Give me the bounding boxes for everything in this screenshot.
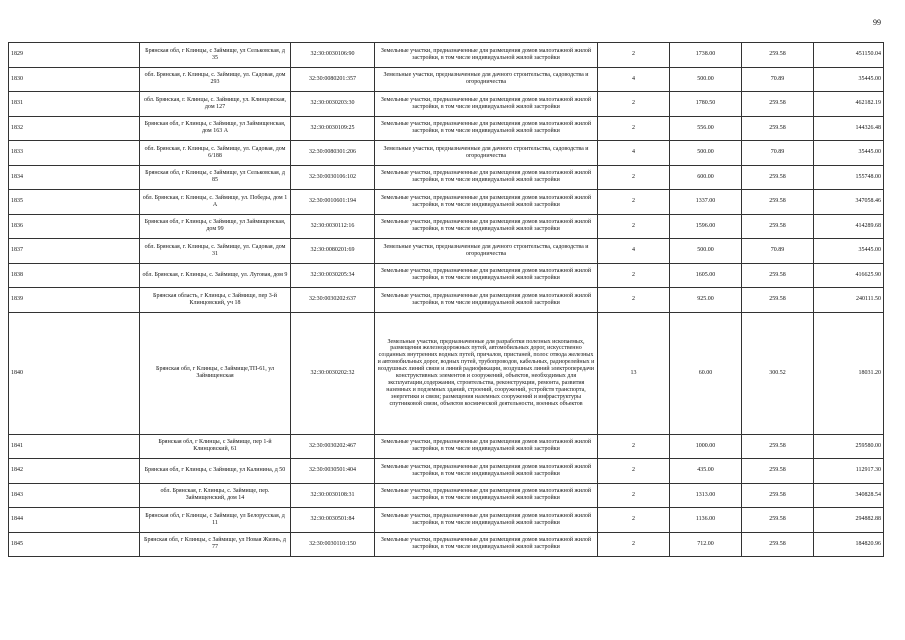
area-cell: 1136.00 bbox=[670, 508, 742, 533]
cadastral-value-cell: 240111.50 bbox=[814, 288, 884, 313]
table-row bbox=[9, 312, 884, 434]
rate-cell: 259.58 bbox=[742, 263, 814, 288]
rate-cell: 70.89 bbox=[742, 141, 814, 166]
cadastral-value-cell: 35445.00 bbox=[814, 67, 884, 92]
category-cell: 2 bbox=[598, 263, 670, 288]
address-cell: Брянская область, г Клинцы, с Займище, пер 3-й Клинцовский, уч 18 bbox=[140, 288, 291, 313]
category-cell: 2 bbox=[598, 508, 670, 533]
permitted-use-cell: Земельные участки, предназначенные для размещения домов малоэтажной жилой застройки, в том числе индивидуальной жилой застройки bbox=[375, 508, 598, 533]
cadastral-value-cell: 259580.00 bbox=[814, 434, 884, 459]
cadastral-number-cell: 32:30:0030106:102 bbox=[291, 165, 375, 190]
area-cell: 60.00 bbox=[670, 312, 742, 434]
row-number: 1841 bbox=[9, 434, 140, 459]
cadastral-number-cell: 32:30:0030202:467 bbox=[291, 434, 375, 459]
category-cell: 2 bbox=[598, 43, 670, 68]
table-row bbox=[9, 434, 884, 459]
address-cell: Брянская обл, г Клинцы, с Займище, ул Сельковская, д 35 bbox=[140, 43, 291, 68]
row-number: 1839 bbox=[9, 288, 140, 313]
row-number: 1837 bbox=[9, 239, 140, 264]
category-cell: 2 bbox=[598, 116, 670, 141]
cadastral-value-cell: 347058.46 bbox=[814, 190, 884, 215]
row-number: 1836 bbox=[9, 214, 140, 239]
cadastral-number-cell: 32:30:0030108:31 bbox=[291, 483, 375, 508]
table-row bbox=[9, 116, 884, 141]
cadastral-number-cell: 32:30:0080301:206 bbox=[291, 141, 375, 166]
cadastral-number-cell: 32:30:0030202:32 bbox=[291, 312, 375, 434]
table-row bbox=[9, 141, 884, 166]
cadastral-number-cell: 32:30:0030202:637 bbox=[291, 288, 375, 313]
address-cell: Брянская обл, г Клинцы, с Займище, ул Калинина, д 50 bbox=[140, 459, 291, 484]
row-number: 1835 bbox=[9, 190, 140, 215]
permitted-use-cell: Земельные участки, предназначенные для размещения домов малоэтажной жилой застройки, в том числе индивидуальной жилой застройки bbox=[375, 165, 598, 190]
area-cell: 1000.00 bbox=[670, 434, 742, 459]
permitted-use-cell: Земельные участки, предназначенные для размещения домов малоэтажной жилой застройки, в том числе индивидуальной жилой застройки bbox=[375, 214, 598, 239]
cadastral-value-cell: 18031.20 bbox=[814, 312, 884, 434]
rate-cell: 300.52 bbox=[742, 312, 814, 434]
address-cell: Брянская обл, г Клинцы, с Займище, ул Сельковская, д 85 bbox=[140, 165, 291, 190]
table-row bbox=[9, 43, 884, 68]
table-row bbox=[9, 67, 884, 92]
rate-cell: 259.58 bbox=[742, 508, 814, 533]
row-number: 1838 bbox=[9, 263, 140, 288]
area-cell: 600.00 bbox=[670, 165, 742, 190]
table-row bbox=[9, 239, 884, 264]
permitted-use-cell: Земельные участки, предназначенные для размещения домов малоэтажной жилой застройки, в том числе индивидуальной жилой застройки bbox=[375, 288, 598, 313]
table-row bbox=[9, 165, 884, 190]
address-cell: обл. Брянская, г. Клинцы, с. Займище, ул. Садовая, дом 293 bbox=[140, 67, 291, 92]
row-number: 1832 bbox=[9, 116, 140, 141]
cadastral-value-cell: 35445.00 bbox=[814, 239, 884, 264]
row-number: 1829 bbox=[9, 43, 140, 68]
area-cell: 1780.50 bbox=[670, 92, 742, 117]
area-cell: 1337.00 bbox=[670, 190, 742, 215]
rate-cell: 259.58 bbox=[742, 483, 814, 508]
permitted-use-cell: Земельные участки, предназначенные для дачного строительства, садоводства и огородничества bbox=[375, 141, 598, 166]
address-cell: обл. Брянская, г. Клинцы, с. Займище, ул. Луговая, дом 9 bbox=[140, 263, 291, 288]
page-number: 99 bbox=[873, 18, 881, 27]
rate-cell: 259.58 bbox=[742, 92, 814, 117]
permitted-use-cell: Земельные участки, предназначенные для размещения домов малоэтажной жилой застройки, в том числе индивидуальной жилой застройки bbox=[375, 116, 598, 141]
area-cell: 500.00 bbox=[670, 141, 742, 166]
area-cell: 435.00 bbox=[670, 459, 742, 484]
row-number: 1840 bbox=[9, 312, 140, 434]
permitted-use-cell: Земельные участки, предназначенные для размещения домов малоэтажной жилой застройки, в том числе индивидуальной жилой застройки bbox=[375, 190, 598, 215]
row-number: 1845 bbox=[9, 532, 140, 557]
category-cell: 2 bbox=[598, 165, 670, 190]
table-body bbox=[9, 43, 884, 557]
address-cell: обл. Брянская, г. Клинцы, с. Займище, ул. Садовая, дом 6/188 bbox=[140, 141, 291, 166]
address-cell: Брянская обл, г Клинцы, с Займище,ТП-61, ул Займищенская bbox=[140, 312, 291, 434]
address-cell: Брянская обл, г Клинцы, с Займище, ул Займищенская, дом 163 А bbox=[140, 116, 291, 141]
table-row bbox=[9, 532, 884, 557]
area-cell: 500.00 bbox=[670, 239, 742, 264]
rate-cell: 259.58 bbox=[742, 190, 814, 215]
row-number: 1844 bbox=[9, 508, 140, 533]
table-row bbox=[9, 483, 884, 508]
permitted-use-cell: Земельные участки, предназначенные для размещения домов малоэтажной жилой застройки, в том числе индивидуальной жилой застройки bbox=[375, 459, 598, 484]
land-registry-table bbox=[8, 42, 884, 557]
area-cell: 1313.00 bbox=[670, 483, 742, 508]
cadastral-value-cell: 155748.00 bbox=[814, 165, 884, 190]
category-cell: 2 bbox=[598, 459, 670, 484]
table-row bbox=[9, 508, 884, 533]
category-cell: 2 bbox=[598, 190, 670, 215]
table-row bbox=[9, 263, 884, 288]
address-cell: обл. Брянская, г. Клинцы, с. Займище, пер. Займищенский, дом 14 bbox=[140, 483, 291, 508]
cadastral-value-cell: 184820.96 bbox=[814, 532, 884, 557]
address-cell: обл. Брянская, г. Клинцы, с. Займище, ул. Клинцовская, дом 127 bbox=[140, 92, 291, 117]
permitted-use-cell: Земельные участки, предназначенные для дачного строительства, садоводства и огородничества bbox=[375, 67, 598, 92]
permitted-use-cell: Земельные участки, предназначенные для разработки полезных ископаемых, размещения железнодорожных путей, автомобильных дорог, искусственно созданных внутренних водных путей, причалов, пристаней, полос отвода железных и автомобильных дорог, водных путей, трубопроводов, кабельных, радиорелейных и воздушных линий связи и линий радиофикации, воздушных линий электропередачи конструктивных элементов и сооружений, объектов, необходимых для эксплуатации,содержания, строительства, реконструкции, ремонта, развития наземных и подземных зданий, строений, сооружений, устройств транспорта, энергетики и связи; размещения наземных сооружений и инфраструктуры спутниковой связи, объектов космической деятельности, военных объектов bbox=[375, 312, 598, 434]
cadastral-number-cell: 32:30:0030110:150 bbox=[291, 532, 375, 557]
rate-cell: 70.89 bbox=[742, 67, 814, 92]
cadastral-value-cell: 340828.54 bbox=[814, 483, 884, 508]
rate-cell: 259.58 bbox=[742, 459, 814, 484]
area-cell: 556.00 bbox=[670, 116, 742, 141]
permitted-use-cell: Земельные участки, предназначенные для размещения домов малоэтажной жилой застройки, в том числе индивидуальной жилой застройки bbox=[375, 483, 598, 508]
row-number: 1834 bbox=[9, 165, 140, 190]
address-cell: Брянская обл, г Клинцы, с Займище, ул Белорусская, д 11 bbox=[140, 508, 291, 533]
category-cell: 2 bbox=[598, 288, 670, 313]
cadastral-number-cell: 32:30:0030203:30 bbox=[291, 92, 375, 117]
row-number: 1843 bbox=[9, 483, 140, 508]
cadastral-value-cell: 462182.19 bbox=[814, 92, 884, 117]
table-row bbox=[9, 214, 884, 239]
area-cell: 712.00 bbox=[670, 532, 742, 557]
cadastral-number-cell: 32:30:0030106:90 bbox=[291, 43, 375, 68]
category-cell: 2 bbox=[598, 483, 670, 508]
row-number: 1842 bbox=[9, 459, 140, 484]
permitted-use-cell: Земельные участки, предназначенные для размещения домов малоэтажной жилой застройки, в том числе индивидуальной жилой застройки bbox=[375, 43, 598, 68]
area-cell: 1596.00 bbox=[670, 214, 742, 239]
address-cell: Брянская обл, г Клинцы, с Займище, пер 1-й Клинцовский, 61 bbox=[140, 434, 291, 459]
area-cell: 1738.00 bbox=[670, 43, 742, 68]
cadastral-number-cell: 32:30:0010601:194 bbox=[291, 190, 375, 215]
address-cell: Брянская обл, г Клинцы, с Займище, ул Новая Жизнь, д 77 bbox=[140, 532, 291, 557]
area-cell: 1605.00 bbox=[670, 263, 742, 288]
table-row bbox=[9, 288, 884, 313]
rate-cell: 259.58 bbox=[742, 434, 814, 459]
cadastral-value-cell: 144326.48 bbox=[814, 116, 884, 141]
address-cell: обл. Брянская, г. Клинцы, с. Займище, ул. Победы, дом 1 А bbox=[140, 190, 291, 215]
table-row bbox=[9, 92, 884, 117]
rate-cell: 259.58 bbox=[742, 43, 814, 68]
category-cell: 2 bbox=[598, 214, 670, 239]
table-row bbox=[9, 190, 884, 215]
cadastral-number-cell: 32:30:0080201:69 bbox=[291, 239, 375, 264]
category-cell: 13 bbox=[598, 312, 670, 434]
rate-cell: 259.58 bbox=[742, 165, 814, 190]
rate-cell: 259.58 bbox=[742, 288, 814, 313]
permitted-use-cell: Земельные участки, предназначенные для дачного строительства, садоводства и огородничества bbox=[375, 239, 598, 264]
rate-cell: 70.89 bbox=[742, 239, 814, 264]
category-cell: 4 bbox=[598, 239, 670, 264]
cadastral-number-cell: 32:30:0030205:34 bbox=[291, 263, 375, 288]
table-row bbox=[9, 459, 884, 484]
area-cell: 500.00 bbox=[670, 67, 742, 92]
address-cell: обл. Брянская, г. Клинцы, с. Займище, ул. Садовая, дом 31 bbox=[140, 239, 291, 264]
cadastral-value-cell: 416625.90 bbox=[814, 263, 884, 288]
category-cell: 2 bbox=[598, 532, 670, 557]
cadastral-value-cell: 112917.30 bbox=[814, 459, 884, 484]
rate-cell: 259.58 bbox=[742, 116, 814, 141]
permitted-use-cell: Земельные участки, предназначенные для размещения домов малоэтажной жилой застройки, в том числе индивидуальной жилой застройки bbox=[375, 263, 598, 288]
row-number: 1833 bbox=[9, 141, 140, 166]
category-cell: 4 bbox=[598, 67, 670, 92]
rate-cell: 259.58 bbox=[742, 532, 814, 557]
address-cell: Брянская обл, г Клинцы, с Займище, ул Займищенская, дом 99 bbox=[140, 214, 291, 239]
cadastral-number-cell: 32:30:0030109:25 bbox=[291, 116, 375, 141]
area-cell: 925.00 bbox=[670, 288, 742, 313]
category-cell: 2 bbox=[598, 92, 670, 117]
row-number: 1830 bbox=[9, 67, 140, 92]
category-cell: 4 bbox=[598, 141, 670, 166]
permitted-use-cell: Земельные участки, предназначенные для размещения домов малоэтажной жилой застройки, в том числе индивидуальной жилой застройки bbox=[375, 434, 598, 459]
cadastral-value-cell: 414289.68 bbox=[814, 214, 884, 239]
permitted-use-cell: Земельные участки, предназначенные для размещения домов малоэтажной жилой застройки, в том числе индивидуальной жилой застройки bbox=[375, 532, 598, 557]
category-cell: 2 bbox=[598, 434, 670, 459]
row-number: 1831 bbox=[9, 92, 140, 117]
cadastral-value-cell: 35445.00 bbox=[814, 141, 884, 166]
rate-cell: 259.58 bbox=[742, 214, 814, 239]
cadastral-value-cell: 451150.04 bbox=[814, 43, 884, 68]
permitted-use-cell: Земельные участки, предназначенные для размещения домов малоэтажной жилой застройки, в том числе индивидуальной жилой застройки bbox=[375, 92, 598, 117]
cadastral-number-cell: 32:30:0030501:84 bbox=[291, 508, 375, 533]
cadastral-value-cell: 294882.88 bbox=[814, 508, 884, 533]
cadastral-number-cell: 32:30:0030112:16 bbox=[291, 214, 375, 239]
cadastral-number-cell: 32:30:0030501:404 bbox=[291, 459, 375, 484]
cadastral-number-cell: 32:30:0080201:357 bbox=[291, 67, 375, 92]
